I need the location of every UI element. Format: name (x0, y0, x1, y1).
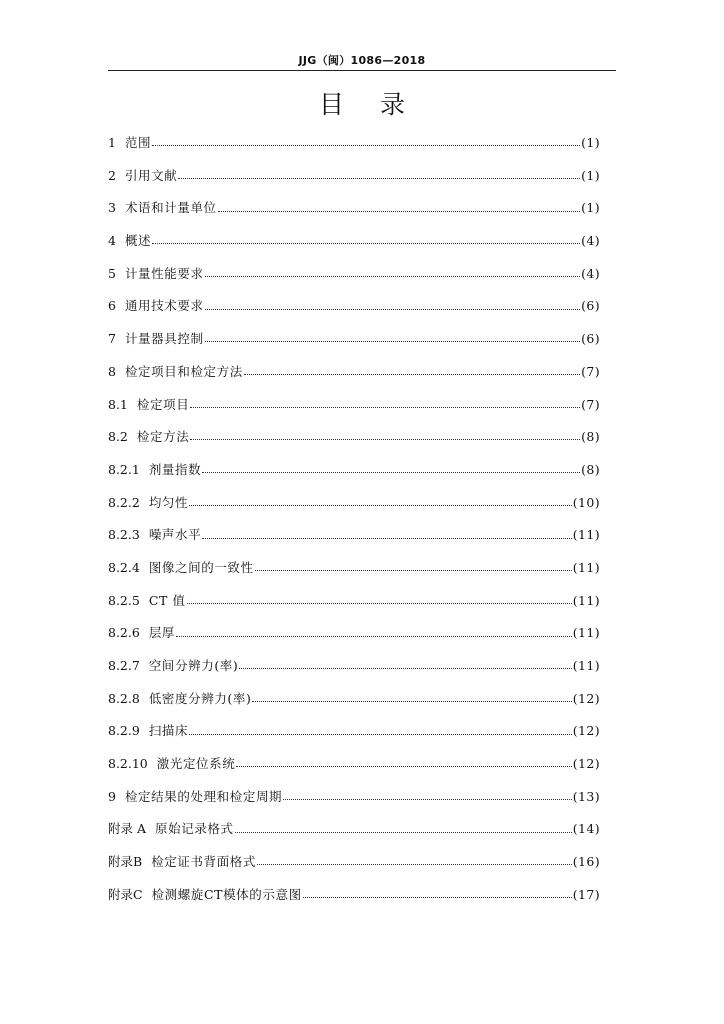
toc-leader-dots (202, 531, 572, 539)
toc-entry-label: 噪声水平 (148, 527, 202, 543)
toc-entry[interactable] (108, 519, 600, 552)
toc-entry-label: CT 值 (148, 592, 186, 608)
toc-entry-label: 原始记录格式 (155, 821, 234, 837)
toc-entry-page: (7) (581, 363, 600, 379)
toc-entry[interactable] (108, 389, 600, 422)
toc-entry-number: 附录B (108, 854, 143, 870)
toc-leader-dots (205, 335, 581, 343)
toc-entry-number: 3 (108, 200, 116, 216)
toc-entry-label: 剂量指数 (148, 461, 202, 477)
toc-entry[interactable] (108, 813, 600, 846)
toc-entry-number: 8 (108, 363, 116, 379)
toc-leader-dots (176, 629, 572, 637)
toc-entry-page: (8) (581, 429, 600, 445)
toc-entry-label: 检定方法 (136, 429, 190, 445)
toc-entry-label: 引用文献 (124, 167, 178, 183)
toc-entry-label: 通用技术要求 (124, 298, 204, 314)
toc-entry[interactable] (108, 160, 600, 193)
toc-entry-page: (1) (581, 167, 600, 183)
toc-entry-label: 检定项目和检定方法 (124, 363, 243, 379)
toc-entry[interactable] (108, 617, 600, 650)
toc-entry[interactable] (108, 323, 600, 356)
toc-entry-number: 8.2.9 (108, 723, 140, 739)
toc-entry-number: 附录C (108, 886, 143, 902)
toc-entry-label: 范围 (124, 135, 152, 150)
document-code-header: JJG（闽）1086—2018 (298, 54, 426, 67)
toc-leader-dots (236, 759, 571, 767)
toc-entry[interactable] (108, 454, 600, 487)
toc-entry[interactable] (108, 748, 600, 781)
toc-entry-number: 2 (108, 167, 116, 183)
toc-entry-number: 7 (108, 331, 116, 347)
toc-entry[interactable] (108, 290, 600, 323)
toc-leader-dots (205, 269, 581, 277)
toc-entry-page: (11) (572, 658, 600, 673)
toc-entry-page: (1) (581, 135, 600, 150)
toc-entry-page: (10) (572, 494, 600, 510)
toc-entry-number: 8.2.1 (108, 461, 140, 477)
toc-entry-number: 8.2.2 (108, 494, 140, 510)
toc-entry-label: 计量器具控制 (124, 331, 204, 347)
toc-leader-dots (252, 694, 571, 702)
toc-entry-label: 检测螺旋CT模体的示意图 (151, 886, 302, 902)
toc-leader-dots (205, 302, 581, 310)
toc-entry-page: (1) (581, 200, 600, 216)
toc-entry-label: 检定证书背面格式 (151, 854, 256, 870)
toc-entry-label: 均匀性 (148, 494, 189, 510)
toc-entry-label: 计量性能要求 (124, 265, 204, 281)
toc-entry-label: 扫描床 (148, 723, 189, 739)
toc-entry-label: 激光定位系统 (156, 756, 236, 772)
toc-entry-label: 概述 (124, 233, 152, 249)
toc-entry-label: 术语和计量单位 (124, 200, 217, 216)
toc-leader-dots (152, 236, 580, 244)
toc-entry-page: (6) (581, 331, 600, 347)
toc-entry-page: (11) (572, 559, 600, 575)
toc-leader-dots (257, 858, 572, 866)
toc-leader-dots (303, 890, 572, 898)
toc-entry[interactable] (108, 683, 600, 716)
toc-entry-page: (8) (581, 461, 600, 477)
toc-entry[interactable] (108, 879, 600, 912)
toc-entry-number: 8.2.4 (108, 559, 140, 575)
toc-leader-dots (235, 825, 572, 833)
toc-entry-number: 1 (108, 135, 116, 150)
toc-entry-page: (4) (581, 265, 600, 281)
toc-entry-label: 检定结果的处理和检定周期 (124, 788, 283, 804)
toc-leader-dots (187, 596, 572, 604)
toc-entry-number: 8.1 (108, 396, 128, 412)
toc-entry-number: 8.2.5 (108, 592, 140, 608)
toc-entry-label: 图像之间的一致性 (148, 559, 254, 575)
toc-entry[interactable] (108, 585, 600, 618)
toc-entry-number: 8.2.3 (108, 527, 140, 543)
toc-entry-number: 9 (108, 788, 116, 804)
toc-entry[interactable] (108, 258, 600, 291)
toc-entry[interactable] (108, 421, 600, 454)
header-rule (108, 70, 616, 71)
toc-entry-page: (16) (572, 854, 600, 870)
toc-leader-dots (190, 400, 580, 408)
toc-entry[interactable] (108, 781, 600, 814)
toc-entry[interactable] (108, 650, 600, 683)
toc-leader-dots (244, 367, 580, 375)
toc-entry-label: 空间分辨力(率) (148, 658, 239, 673)
toc-entry-page: (12) (572, 756, 600, 772)
toc-entry-page: (4) (581, 233, 600, 249)
toc-entry-page: (11) (572, 527, 600, 543)
toc-entry-number: 6 (108, 298, 116, 314)
toc-entry[interactable] (108, 552, 600, 585)
toc-leader-dots (283, 792, 572, 800)
toc-entry-page: (14) (572, 821, 600, 837)
toc-leader-dots (189, 498, 572, 506)
toc-entry[interactable] (108, 846, 600, 879)
toc-entry-label: 层厚 (148, 625, 176, 641)
toc-leader-dots (152, 138, 580, 146)
toc-entry-number: 8.2.10 (108, 756, 148, 772)
toc-leader-dots (190, 433, 580, 441)
toc-entry[interactable] (108, 127, 600, 160)
toc-entry-number: 4 (108, 233, 116, 249)
toc-entry-label: 低密度分辨力(率) (148, 690, 252, 706)
toc-entry[interactable] (108, 225, 600, 258)
toc-entry[interactable] (108, 192, 600, 225)
toc-leader-dots (239, 661, 571, 669)
toc-entry-number: 8.2.7 (108, 658, 140, 673)
toc-leader-dots (218, 204, 580, 212)
toc-entry-page: (11) (572, 625, 600, 641)
toc-leader-dots (255, 563, 572, 571)
toc-leader-dots (189, 727, 572, 735)
toc-entry-number: 8.2.6 (108, 625, 140, 641)
toc-entry[interactable] (108, 487, 600, 520)
toc-entry-page: (17) (572, 886, 600, 902)
toc-entry-page: (12) (572, 690, 600, 706)
toc-entry[interactable] (108, 356, 600, 389)
toc-leader-dots (178, 171, 580, 179)
toc-entry-label: 检定项目 (136, 396, 190, 412)
toc-entry-number: 8.2.8 (108, 690, 140, 706)
toc-entry-page: (7) (581, 396, 600, 412)
toc-title: 目 录 (319, 90, 419, 119)
toc-entry-page: (13) (572, 788, 600, 804)
toc-leader-dots (202, 465, 580, 473)
toc-entry-number: 8.2 (108, 429, 128, 445)
toc-entry-page: (6) (581, 298, 600, 314)
toc-entry[interactable] (108, 715, 600, 748)
toc-entry-page: (12) (572, 723, 600, 739)
toc-entry-number: 附录 A (108, 821, 147, 837)
toc-entry-page: (11) (572, 592, 600, 608)
toc-list (108, 127, 600, 912)
toc-entry-number: 5 (108, 265, 116, 281)
